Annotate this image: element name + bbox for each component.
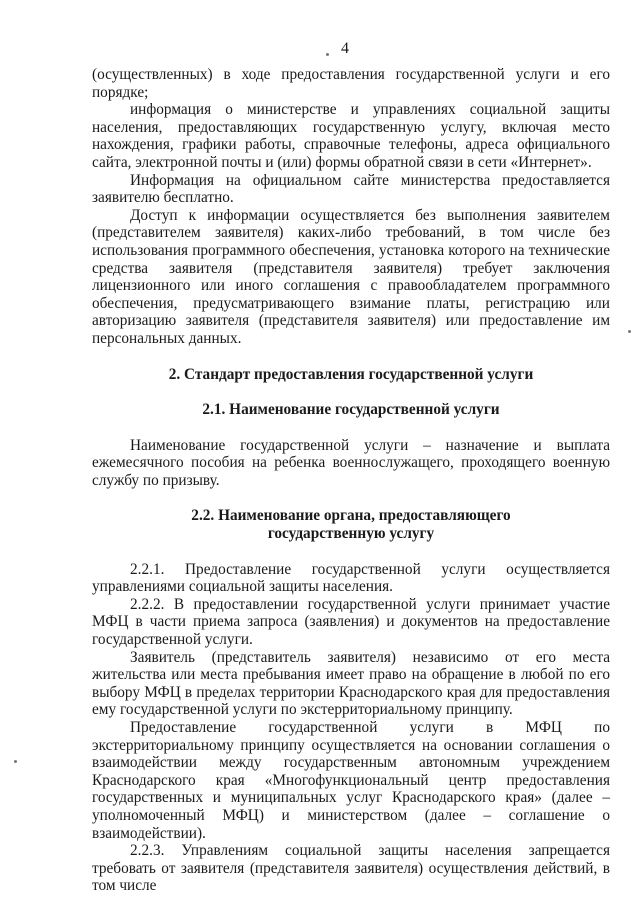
intro-paragraph-4: Доступ к информации осуществляется без выполнения заявителем (представителем заявителя) каких-либо требований, в том числе без использования программного обеспечения, установка которого на технические средства заявителя (представителя заявителя) требует заключения лицензионного или иного соглашения с правообладателем программного обеспечения, предусматривающего взимание платы, регистрацию или авторизацию заявителя (представителя заявителя) или предоставление им персональных данных.	[92, 206, 610, 347]
intro-paragraph-2: информация о министерстве и управлениях социальной защиты населения, предоставляющих государственную услугу, включая место нахождения, графики работы, справочные телефоны, адреса официального сайта, электронной почты и (или) формы обратной связи в сети «Интернет».	[92, 101, 610, 171]
intro-paragraph-1: (осуществленных) в ходе предоставления государственной услуги и его порядке;	[92, 66, 610, 101]
scan-speck	[628, 330, 631, 333]
document-body	[92, 66, 610, 895]
scan-speck	[326, 53, 329, 56]
page-number: 4	[341, 40, 349, 57]
section-2-2-heading-line-2: государственную услугу	[267, 525, 435, 543]
scan-speck	[14, 760, 17, 763]
section-2-2-paragraph-1: 2.2.1. Предоставление государственной услуги осуществляется управлениями социальной защиты населения.	[92, 560, 610, 596]
intro-paragraph-3: Информация на официальном сайте министерства предоставляется заявителю бесплатно.	[92, 171, 610, 207]
section-2-2-heading-line-1: 2.2. Наименование органа, предоставляющего	[191, 507, 511, 525]
section-2-2-paragraph-5: 2.2.3. Управлениям социальной защиты населения запрещается требовать от заявителя (представителя заявителя) осуществления действий, в том числе	[92, 842, 610, 895]
section-2-2-paragraph-2: 2.2.2. В предоставлении государственной услуги принимает участие МФЦ в части приема запроса (заявления) и документов на предоставление государственной услуги.	[92, 595, 610, 649]
section-2-heading: 2. Стандарт предоставления государственной услуги	[168, 365, 534, 383]
section-2-1-heading: 2.1. Наименование государственной услуги	[202, 401, 500, 419]
section-2-1-paragraph: Наименование государственной услуги – назначение и выплата ежемесячного пособия на ребенка военнослужащего, проходящего военную службу по призыву.	[92, 436, 610, 489]
section-2-2-paragraph-4: Предоставление государственной услуги в МФЦ по экстерриториальному принципу осуществляется на основании соглашения о взаимодействии между государственным автономным учреждением Краснодарского края «Многофункциональный центр предоставления государственных и муниципальных услуг Краснодарского края» (далее – уполномоченный МФЦ) и министерством (далее – соглашение о взаимодействии).	[92, 719, 610, 842]
section-2-2-heading	[92, 507, 610, 542]
section-2-2-paragraph-3: Заявитель (представитель заявителя) независимо от его места жительства или места пребывания имеет право на обращение в любой по его выбору МФЦ в пределах территории Краснодарского края для предоставления ему государственной услуги по экстерриториальному принципу.	[92, 648, 610, 719]
